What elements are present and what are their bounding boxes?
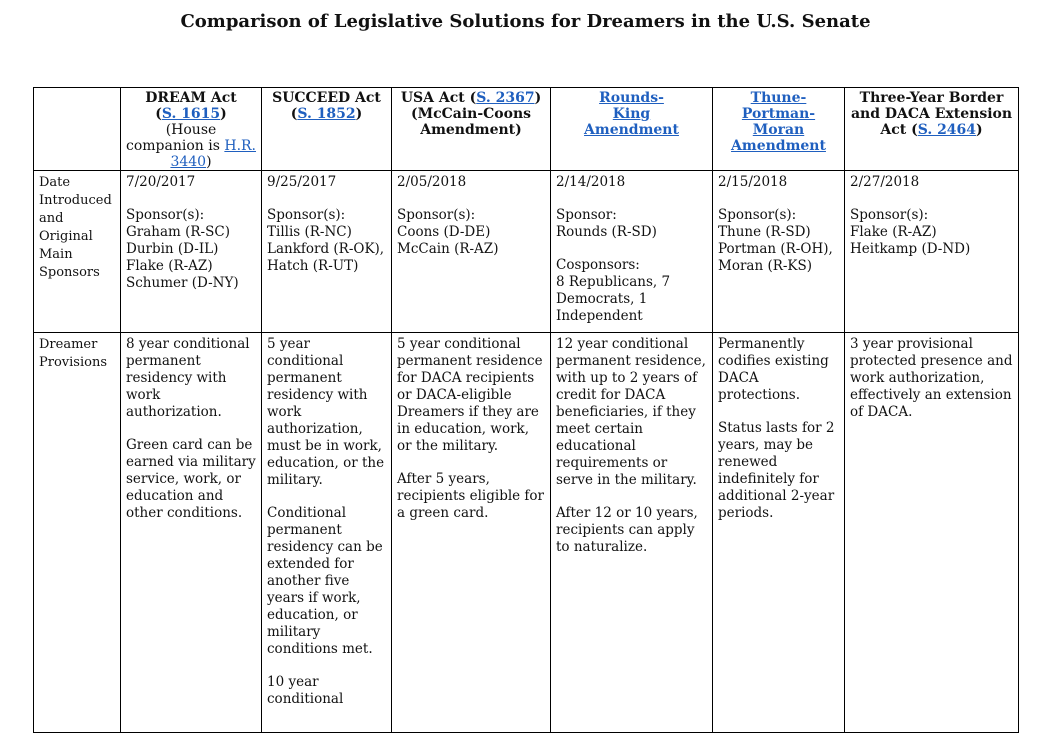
table-cell: 8 year conditional permanent residency with work authorization. Green card can be earned via military service, work, or education and other conditions. — [121, 333, 262, 733]
table-cell: 2/15/2018 Sponsor(s): Thune (R-SD) Portman (R-OH), Moran (R-KS) — [713, 171, 845, 333]
bill-link-hr3440[interactable]: H.R. 3440 — [170, 138, 257, 170]
table-cell: Permanently codifies existing DACA protections. Status lasts for 2 years, may be renewed indefinitely for additional 2-year periods. — [713, 333, 845, 733]
table-cell: 7/20/2017 Sponsor(s): Graham (R-SC) Durbin (D-IL) Flake (R-AZ) Schumer (D-NY) — [121, 171, 262, 333]
header-thune-portman-moran — [713, 88, 845, 171]
header-dream-act: DREAM Act (S. 1615) (House companion is H.R. 3440) — [121, 88, 262, 171]
table-cell: 2/27/2018 Sponsor(s): Flake (R-AZ) Heitkamp (D-ND) — [845, 171, 1019, 333]
page-title: Comparison of Legislative Solutions for Dreamers in the U.S. Senate — [180, 11, 871, 32]
table-cell: 3 year provisional protected presence and work authorization, effectively an extension of DACA. — [845, 333, 1019, 733]
table-cell: 9/25/2017 Sponsor(s): Tillis (R-NC) Lankford (R-OK), Hatch (R-UT) — [262, 171, 392, 333]
table-cell: 2/05/2018 Sponsor(s): Coons (D-DE) McCain (R-AZ) — [392, 171, 551, 333]
column-title: USA Act ( — [400, 90, 477, 106]
table-row — [34, 171, 1019, 333]
comparison-table — [33, 87, 1019, 733]
bill-link-s2367[interactable]: S. 2367 — [476, 90, 535, 106]
bill-link-s1615[interactable]: S. 1615 — [161, 106, 221, 122]
bill-link-s2464[interactable]: S. 2464 — [917, 122, 977, 138]
header-corner — [34, 88, 121, 171]
column-title: Three-Year Border and DACA Extension Act ( — [850, 90, 1013, 138]
row-label: Date Introduced and Original Main Sponsors — [34, 171, 121, 333]
header-row — [34, 88, 1019, 171]
column-title: DREAM Act — [145, 90, 237, 106]
column-title: SUCCEED Act — [272, 90, 381, 106]
thune-portman-moran-link[interactable]: Thune-Portman-Moran Amendment — [731, 90, 826, 154]
house-companion-note: (House companion is H.R. 3440) — [126, 122, 257, 170]
column-subtitle: (McCain-Coons Amendment) — [410, 106, 532, 138]
table-cell: 12 year conditional permanent residence, with up to 2 years of credit for DACA beneficiaries, if they meet certain educational requirements or serve in the military. After 12 or 10 years, recipients can apply to naturalize. — [551, 333, 713, 733]
row-label: Dreamer Provisions — [34, 333, 121, 733]
header-three-year-border: Three-Year Border and DACA Extension Act (S. 2464) — [845, 88, 1019, 171]
table-cell: 5 year conditional permanent residence for DACA recipients or DACA-eligible Dreamers if they are in education, work, or the military. After 5 years, recipients eligible for a green card. — [392, 333, 551, 733]
header-succeed-act: SUCCEED Act (S. 1852) — [262, 88, 392, 171]
rounds-king-link[interactable]: Rounds-King Amendment — [584, 90, 679, 138]
header-usa-act: USA Act (S. 2367) (McCain-Coons Amendment) — [392, 88, 551, 171]
bill-link-s1852[interactable]: S. 1852 — [297, 106, 356, 122]
header-rounds-king — [551, 88, 713, 171]
table-cell: 2/14/2018 Sponsor: Rounds (R-SD) Cosponsors: 8 Republicans, 7 Democrats, 1 Independent — [551, 171, 713, 333]
table-row — [34, 333, 1019, 733]
table-cell: 5 year conditional permanent residency with work authorization, must be in work, education, or the military. Conditional permanent residency can be extended for another five years if work, education, or military conditions met. 10 year conditional — [262, 333, 392, 733]
